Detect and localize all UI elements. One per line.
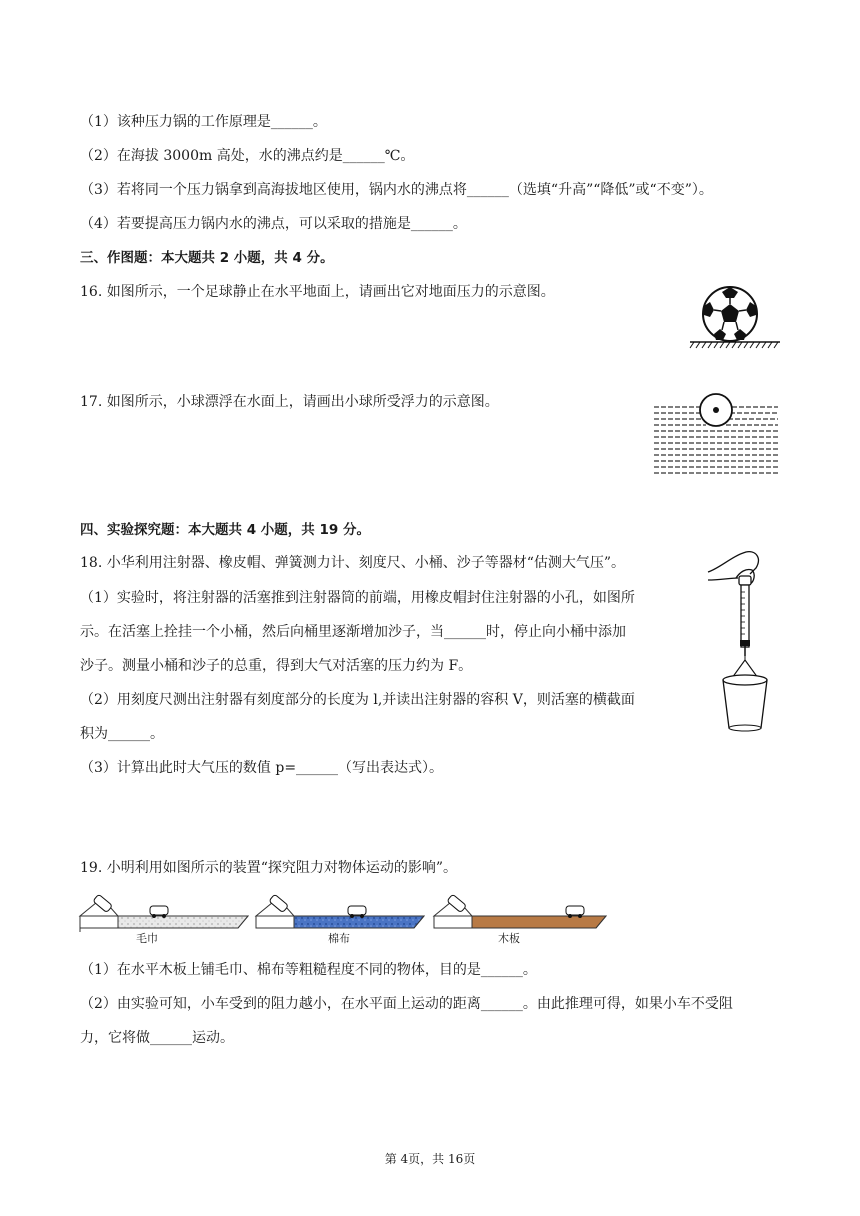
surface-towel-setup <box>80 894 248 932</box>
q15-part4: （4）若要提高压力锅内水的沸点，可以采取的措施是______。 <box>80 216 467 232</box>
page-footer: 第 4页，共 16页 <box>384 1152 476 1166</box>
surface-board-setup <box>434 894 606 928</box>
floating-ball-figure <box>654 390 778 480</box>
q18-part2-line2: 积为______。 <box>80 726 164 742</box>
section4-heading: 四、实验探究题：本大题共 4 小题，共 19 分。 <box>80 522 370 538</box>
q18-part3: （3）计算出此时大气压的数值 p=______（写出表达式）。 <box>80 760 444 776</box>
q18-part1-line3: 沙子。测量小桶和沙子的总重，得到大气对活塞的压力约为 F。 <box>80 658 473 674</box>
q18-intro: 18. 小华利用注射器、橡皮帽、弹簧测力计、刻度尺、小桶、沙子等器材“估测大气压”。 <box>80 555 626 571</box>
q15-part2: （2）在海拔 3000m 高处，水的沸点约是______℃。 <box>80 148 415 164</box>
q19-part2-line2: 力，它将做______运动。 <box>80 1030 234 1046</box>
label-towel: 毛巾 <box>136 932 158 945</box>
section3-heading: 三、作图题：本大题共 2 小题，共 4 分。 <box>80 250 334 266</box>
q16-text: 16. 如图所示，一个足球静止在水平地面上，请画出它对地面压力的示意图。 <box>80 284 555 300</box>
q18-part1-line2: 示。在活塞上拴挂一个小桶，然后向桶里逐渐增加沙子，当______时，停止向小桶中添加 <box>80 624 626 640</box>
surface-cloth-setup <box>256 894 424 928</box>
syringe-bucket-figure <box>706 548 786 734</box>
q19-intro: 19. 小明利用如图所示的装置“探究阻力对物体运动的影响”。 <box>80 860 458 876</box>
label-cotton-cloth: 棉布 <box>328 932 350 945</box>
label-wood-board: 木板 <box>498 932 520 945</box>
soccer-ball-figure <box>688 284 784 350</box>
q17-text: 17. 如图所示，小球漂浮在水面上，请画出小球所受浮力的示意图。 <box>80 394 499 410</box>
q15-part3: （3）若将同一个压力锅拿到高海拔地区使用，锅内水的沸点将______（选填“升高”“降低”或“不变”）。 <box>80 182 713 198</box>
q18-part1-line1: （1）实验时，将注射器的活塞推到注射器筒的前端，用橡皮帽封住注射器的小孔，如图所 <box>80 590 635 606</box>
q18-part2-line1: （2）用刻度尺测出注射器有刻度部分的长度为 l,并读出注射器的容积 V，则活塞的横截面 <box>80 692 635 708</box>
q19-part1: （1）在水平木板上铺毛巾、棉布等粗糙程度不同的物体，目的是______。 <box>80 962 537 978</box>
q19-part2-line1: （2）由实验可知，小车受到的阻力越小，在水平面上运动的距离______。由此推理可得，如果小车不受阻 <box>80 996 733 1012</box>
q15-part1: （1）该种压力锅的工作原理是______。 <box>80 114 327 130</box>
